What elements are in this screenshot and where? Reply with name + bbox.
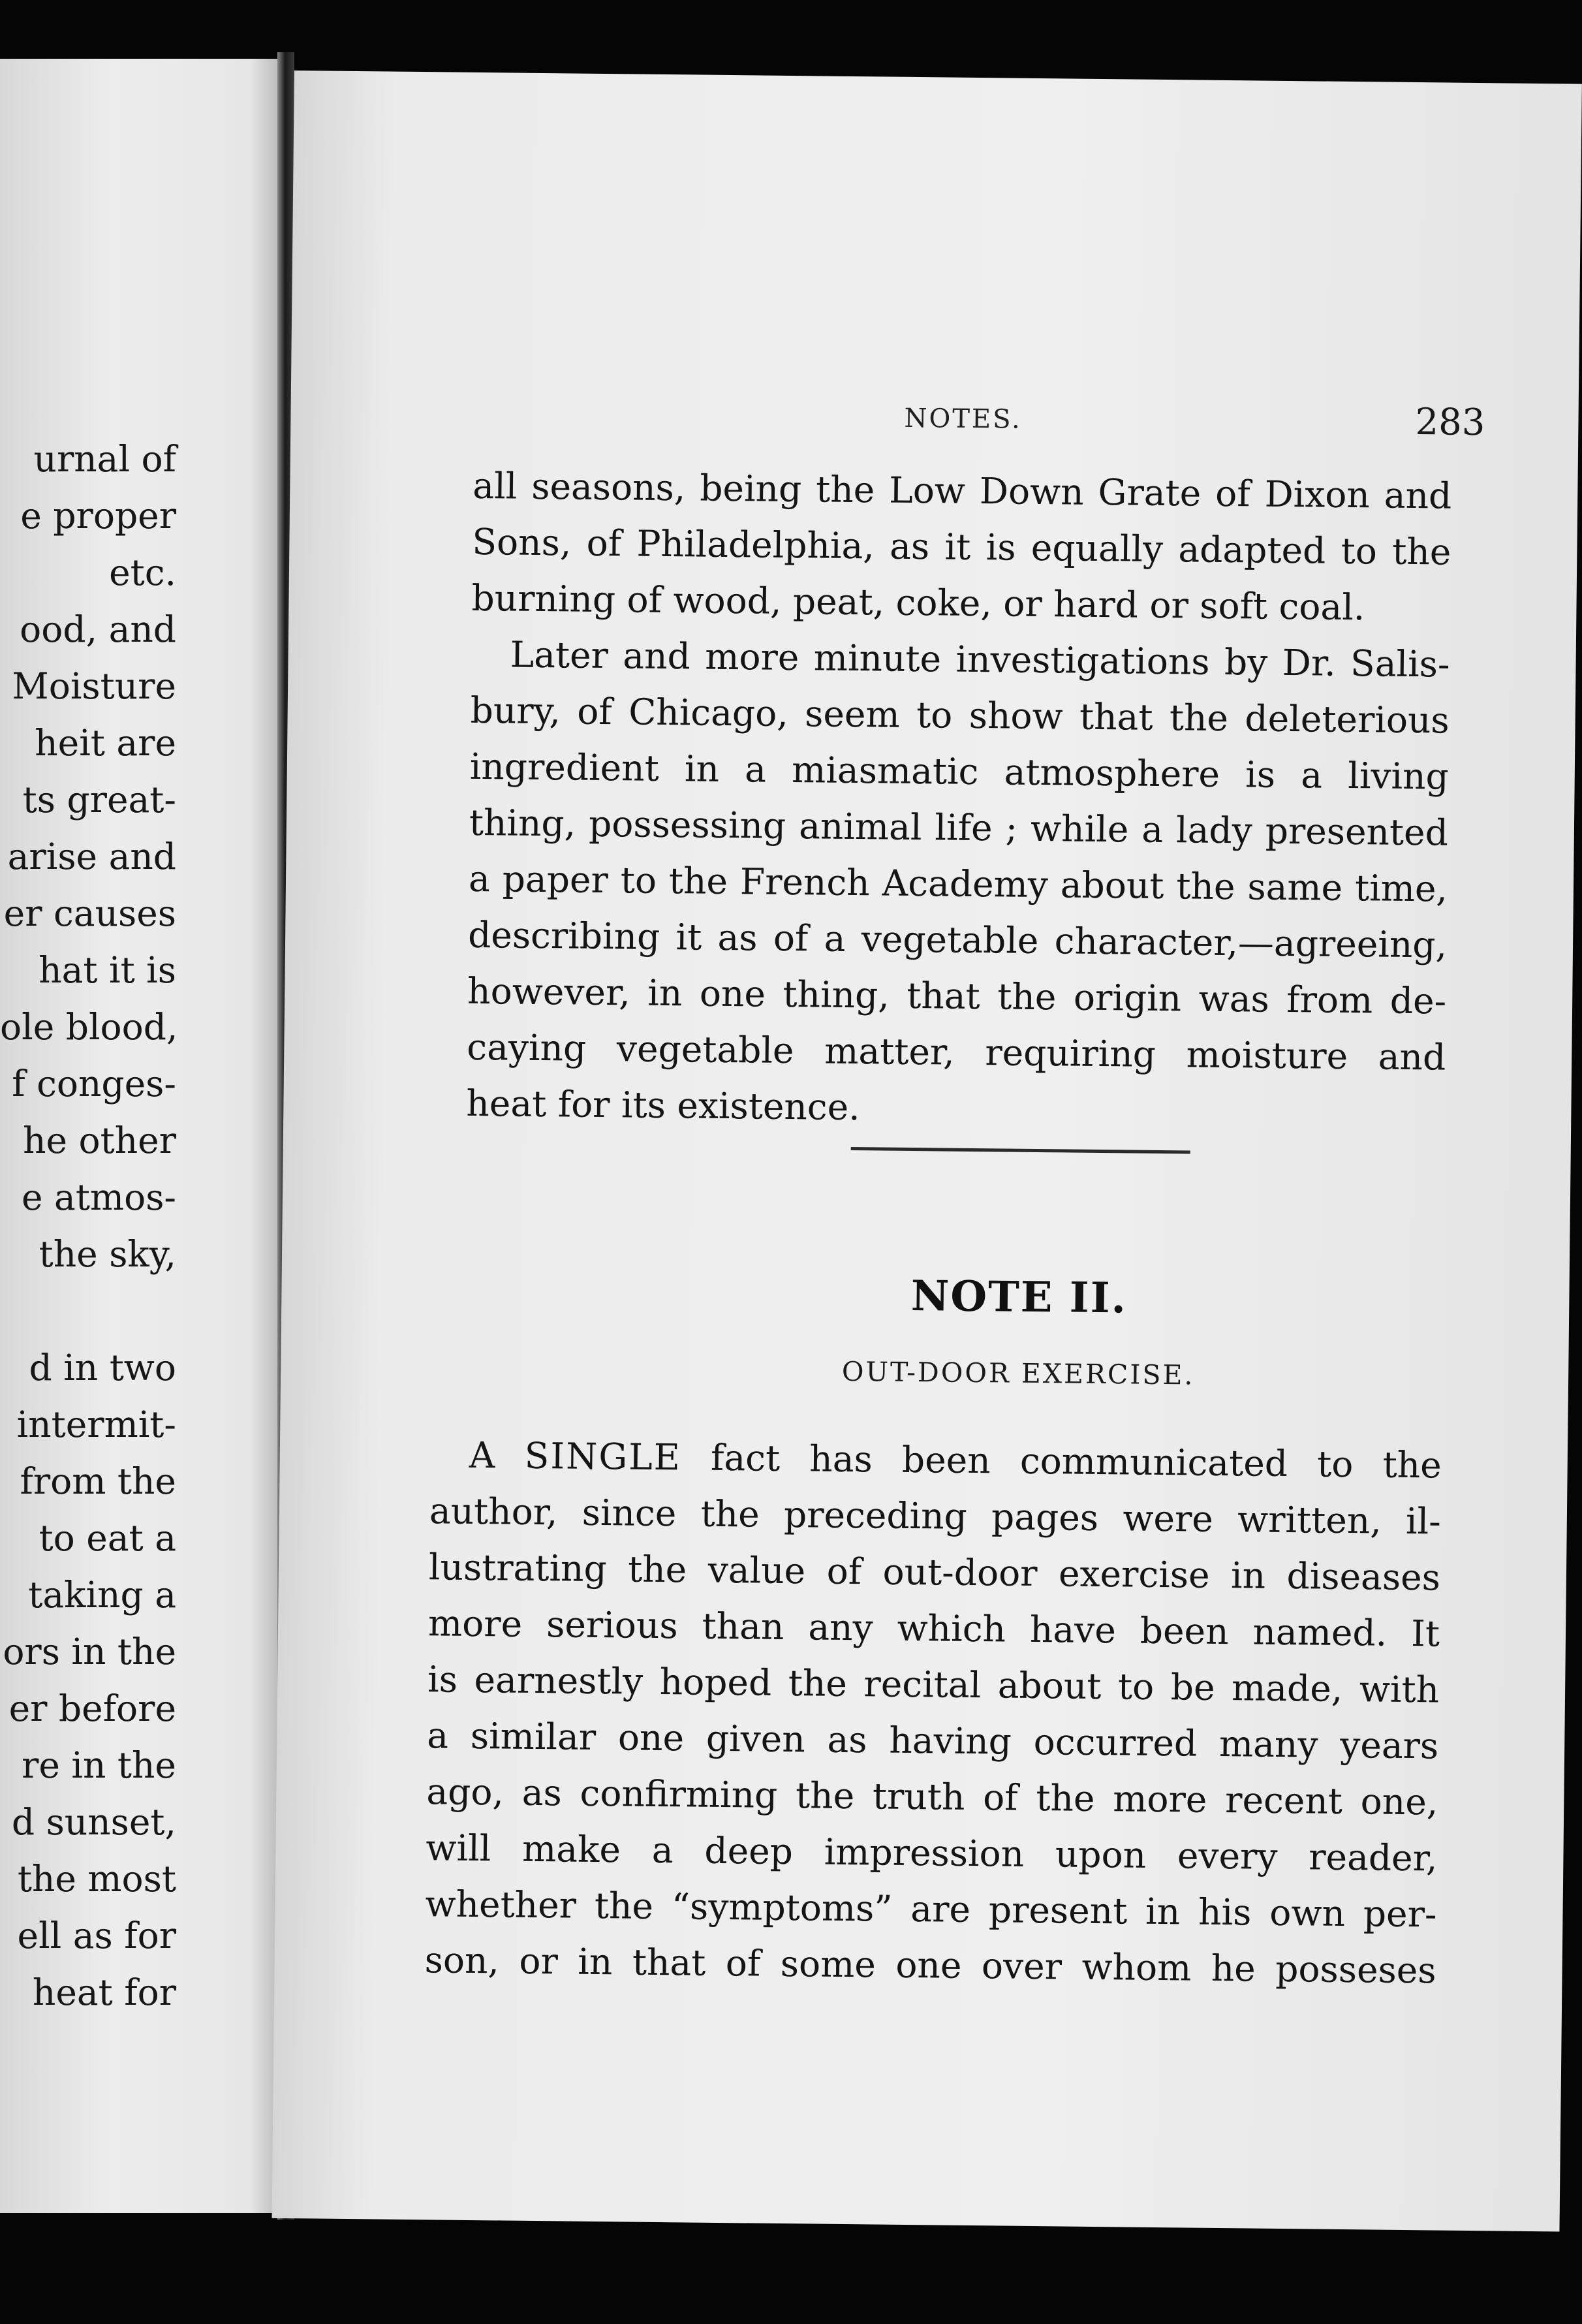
note-heading: NOTE II.: [910, 1271, 1128, 1323]
left-line: d sunset,: [11, 1801, 176, 1843]
note-line: more serious than any which have been named. It: [427, 1602, 1440, 1655]
text-line: burning of wood, peat, coke, or hard or soft coal.: [471, 576, 1365, 629]
left-line: heat for: [32, 1971, 176, 2013]
left-line: d in two: [29, 1347, 176, 1389]
left-line: from the: [20, 1460, 176, 1502]
left-line: f conges-: [12, 1063, 176, 1105]
left-line: ors in the: [3, 1631, 176, 1672]
left-line: etc.: [109, 552, 176, 593]
text-line: Sons, of Philadelphia, as it is equally adapted to the: [472, 520, 1451, 573]
paragraph-block: [466, 458, 1452, 1142]
note-line: is earnestly hoped the recital about to be made, with: [427, 1658, 1440, 1711]
left-line: e atmos-: [22, 1176, 176, 1218]
right-page: [272, 71, 1582, 2231]
left-line: er causes: [3, 892, 176, 934]
note-line: a similar one given as having occurred many years: [426, 1714, 1439, 1767]
text-line: however, in one thing, that the origin was from de-: [467, 969, 1447, 1022]
left-line: ole blood,: [0, 1006, 178, 1048]
note-line: lustrating the value of out-door exercise in diseases: [428, 1546, 1441, 1599]
left-line: the sky,: [39, 1233, 176, 1275]
left-page: [0, 59, 277, 2213]
left-line: [0, 1283, 176, 1340]
left-line: Moisture: [12, 665, 176, 707]
left-line: to eat a: [39, 1517, 176, 1559]
left-line: ell as for: [17, 1915, 176, 1956]
left-line: hat it is: [39, 949, 176, 991]
note-line: whether the “symptoms” are present in his own per-: [425, 1883, 1437, 1936]
left-line: the most: [17, 1858, 176, 1900]
left-line: intermit-: [16, 1404, 176, 1445]
text-line: Later and more minute investigations by Dr. Salis-: [510, 633, 1450, 685]
section-divider: [851, 1147, 1190, 1154]
note-line: ago, as confirming the truth of the more recent one,: [426, 1770, 1438, 1823]
left-line: re in the: [22, 1744, 176, 1786]
text-line: all seasons, being the Low Down Grate of Dixon and: [473, 464, 1452, 517]
note-line: son, or in that of some one over whom he posseses: [424, 1939, 1436, 1992]
left-line: ood, and: [20, 608, 176, 650]
running-head-title: NOTES.: [904, 403, 1023, 435]
left-line: er before: [8, 1688, 176, 1729]
note-first-line: [429, 1426, 1442, 1493]
page-number: 283: [1415, 401, 1485, 445]
note-smallcaps-word: SINGLE: [524, 1434, 682, 1479]
text-line: a paper to the French Academy about the same time,: [468, 857, 1448, 910]
left-line: heit are: [35, 722, 176, 764]
text-line: bury, of Chicago, seem to show that the deleterious: [470, 689, 1450, 742]
text-line: caying vegetable matter, requiring moisture and: [467, 1026, 1446, 1078]
left-line: he other: [23, 1120, 176, 1161]
text-line: ingredient in a miasmatic atmosphere is a living: [469, 745, 1450, 798]
left-line: taking a: [28, 1574, 176, 1616]
note-line: will make a deep impression upon every reader,: [426, 1827, 1438, 1879]
text-line: heat for its existence.: [466, 1082, 861, 1129]
left-line: ts great-: [22, 779, 176, 821]
left-line: arise and: [7, 836, 176, 877]
left-line: e proper: [20, 495, 176, 537]
left-page-text: [0, 431, 176, 2021]
note-paragraph: [424, 1426, 1442, 1998]
text-line: describing it as of a vegetable character,—agreeing,: [467, 913, 1448, 966]
left-line: urnal of: [33, 438, 176, 480]
running-head: [290, 397, 1485, 455]
note-subheading: OUT-DOOR EXERCISE.: [841, 1355, 1195, 1391]
note-line: author, since the preceding pages were written, il-: [429, 1490, 1442, 1543]
text-line: thing, possessing animal life ; while a lady presented: [469, 801, 1449, 854]
note-first-word: A: [469, 1434, 495, 1477]
note-first-line-rest: fact has been communicated to the: [710, 1436, 1442, 1486]
